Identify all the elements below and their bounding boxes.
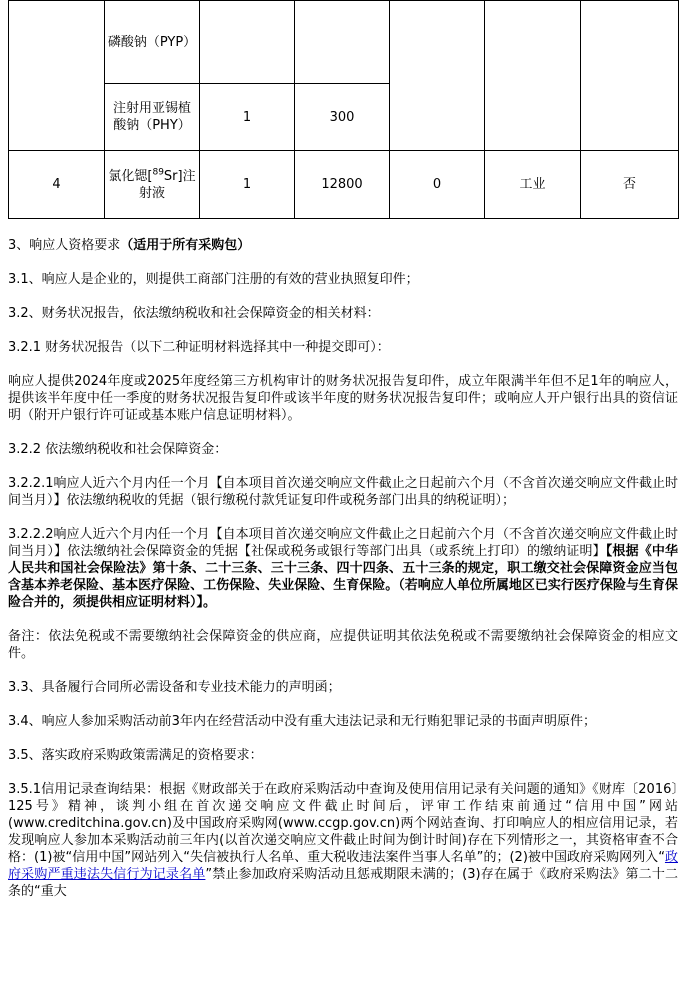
paragraph: 3.5、落实政府采购政策需满足的资格要求： (8, 748, 263, 763)
note-paragraph: 备注：依法免税或不需要缴纳社会保障资金的供应商，应提供证明其依法免税或不需要缴纳社会保障资金的相应文件。 (8, 629, 678, 661)
paragraph: 3.2.2.1响应人近六个月内任一个月【自本项目首次递交响应文件截止之日起前六个月（不含首次递交响应文件截止时间当月）】依法缴纳税收的凭据（银行缴税付款凭证复印件或税务部门出具的纳税证明）； (8, 476, 678, 508)
product-table (8, 0, 679, 219)
category-cell: 工业 (485, 151, 581, 219)
paragraph: 3.5.1信用记录查询结果：根据《财政部关于在政府采购活动中查询及使用信用记录有关问题的通知》《财库〔2016〕125号》精神，谈判小组在首次递交响应文件截止时间后，评审工作结束前通过“信用中国”网站(www.creditchina.gov.cn)及中国政府采购网(www.ccgp.gov.cn)两个网站查询、打印响应人的相应信用记录，若发现响应人参加本采购活动前三年内(以首次递交响应文件截止时间为倒计时间)存在下列情形之一，其资格审查不合格：(1)被“信用中国”网站列入“失信被执行人名单、重大税收违法案件当事人名单”的；(2)被中国政府采购网列入“政府采购严重违法失信行为记录名单”禁止参加政府采购活动且惩戒期限未满的；(3)存在属于《政府采购法》第二十二条的“重大 (8, 782, 678, 899)
qualification-section (8, 237, 678, 917)
paragraph: 3.2.2 依法缴纳税收和社会保障资金： (8, 442, 228, 457)
index-cell: 4 (9, 151, 105, 219)
product-name: 注射用亚锡植酸钠（PHY） (105, 84, 200, 151)
paragraph: 响应人提供2024年度或2025年度经第三方机构审计的财务状况报告复印件，成立年限满半年但不足1年的响应人，提供该半年度中任一季度的财务状况报告复印件或该半年度的财务状况报告复印件；或响应人开户银行出具的资信证明（附开户银行许可证或基本账户信息证明材料）。 (8, 374, 678, 423)
paragraph: 3.2.2.2响应人近六个月内任一个月【自本项目首次递交响应文件截止之日起前六个月（不含首次递交响应文件截止时间当月）】依法缴纳社会保障资金的凭据【社保或税务或银行等部门出具（或系统上打印）的缴纳证明】【根据《中华人民共和国社会保险法》第十条、二十三条、三十三条、四十四条、五十三条的规定，职工缴交社会保障资金应当包含基本养老保险、基本医疗保险、工伤保险、失业保险、生育保险。（若响应人单位所属地区已实行医疗保险与生育保险合并的，须提供相应证明材料）】。 (8, 527, 678, 610)
value-cell: 0 (390, 151, 485, 219)
flag-cell: 否 (581, 151, 679, 219)
quantity-cell: 1 (200, 151, 295, 219)
price-cell: 12800 (295, 151, 390, 219)
paragraph: 3.3、具备履行合同所必需设备和专业技术能力的声明函； (8, 680, 341, 695)
paragraph: 3.2、财务状况报告，依法缴纳税收和社会保障资金的相关材料： (8, 306, 380, 321)
paragraph: 3.2.1 财务状况报告（以下二种证明材料选择其中一种提交即可）： (8, 340, 390, 355)
quantity-cell: 1 (200, 84, 295, 151)
product-name: 磷酸钠（PYP） (105, 1, 200, 84)
price-cell: 300 (295, 84, 390, 151)
section-heading: 3、响应人资格要求（适用于所有采购包） (8, 238, 251, 253)
product-name: 氯化锶[$^{89}$Sr]注射液 (105, 151, 200, 219)
table-row (9, 151, 679, 219)
blacklist-link[interactable]: 政府采购严重违法失信行为记录名单 (8, 850, 678, 882)
paragraph: 3.4、响应人参加采购活动前3年内在经营活动中没有重大违法记录和无行贿犯罪记录的书面声明原件； (8, 714, 596, 729)
paragraph: 3.1、响应人是企业的，则提供工商部门注册的有效的营业执照复印件； (8, 272, 419, 287)
table-row (9, 1, 679, 84)
